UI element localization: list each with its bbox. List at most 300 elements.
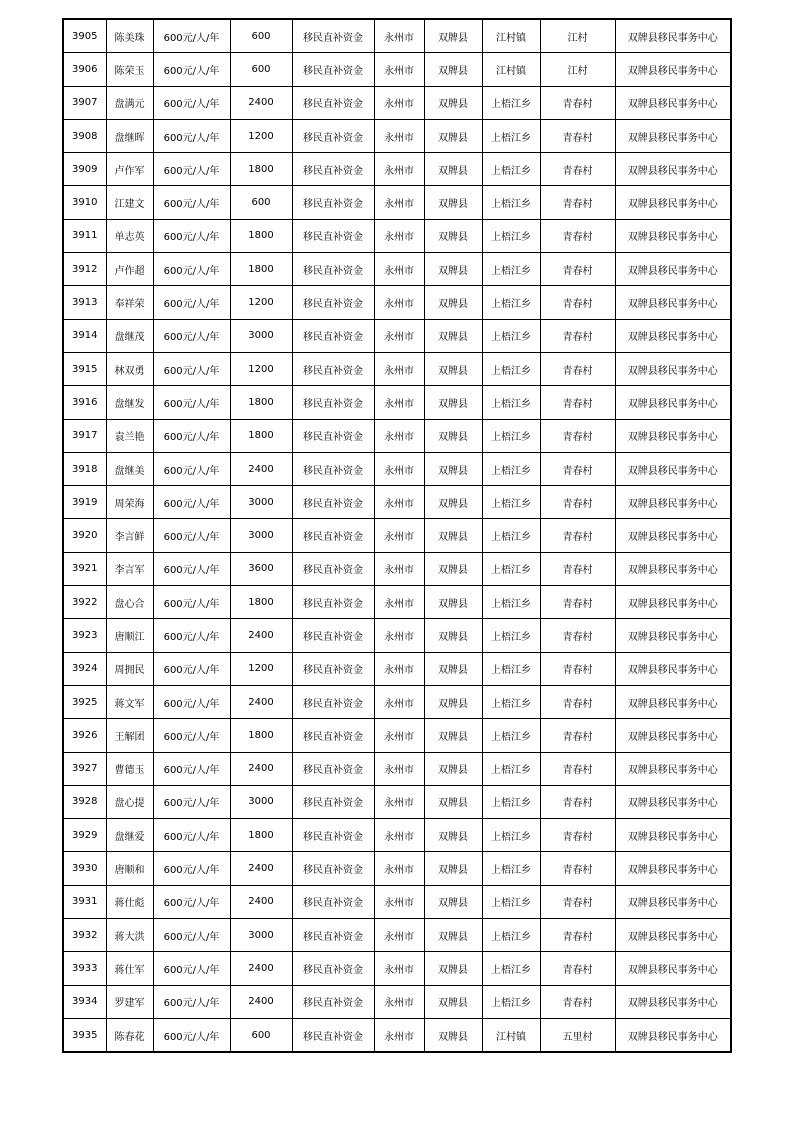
city-cell: 永州市 [374, 352, 424, 385]
county-cell: 双牌县 [424, 519, 482, 552]
city-cell: 永州市 [374, 419, 424, 452]
city-cell: 永州市 [374, 286, 424, 319]
row-id-cell: 3907 [63, 86, 106, 119]
standard-cell: 600元/人/年 [153, 352, 230, 385]
fund-type-cell: 移民直补资金 [292, 652, 374, 685]
township-cell: 上梧江乡 [482, 852, 540, 885]
table-row [63, 319, 731, 352]
name-cell: 李言军 [106, 552, 153, 585]
fund-type-cell: 移民直补资金 [292, 519, 374, 552]
county-cell: 双牌县 [424, 186, 482, 219]
fund-type-cell: 移民直补资金 [292, 119, 374, 152]
fund-type-cell: 移民直补资金 [292, 153, 374, 186]
row-id-cell: 3921 [63, 552, 106, 585]
standard-cell: 600元/人/年 [153, 119, 230, 152]
row-id-cell: 3922 [63, 586, 106, 619]
row-id-cell: 3917 [63, 419, 106, 452]
amount-cell: 3000 [230, 519, 292, 552]
township-cell: 上梧江乡 [482, 286, 540, 319]
amount-cell: 2400 [230, 86, 292, 119]
row-id-cell: 3911 [63, 219, 106, 252]
table-row [63, 552, 731, 585]
township-cell: 上梧江乡 [482, 952, 540, 985]
township-cell: 上梧江乡 [482, 352, 540, 385]
name-cell: 盘继爱 [106, 819, 153, 852]
standard-cell: 600元/人/年 [153, 619, 230, 652]
issuer-cell: 双牌县移民事务中心 [615, 652, 731, 685]
fund-type-cell: 移民直补资金 [292, 552, 374, 585]
amount-cell: 1800 [230, 419, 292, 452]
fund-type-cell: 移民直补资金 [292, 586, 374, 619]
row-id-cell: 3928 [63, 785, 106, 818]
city-cell: 永州市 [374, 985, 424, 1018]
table-row [63, 719, 731, 752]
county-cell: 双牌县 [424, 852, 482, 885]
fund-type-cell: 移民直补资金 [292, 419, 374, 452]
city-cell: 永州市 [374, 552, 424, 585]
city-cell: 永州市 [374, 386, 424, 419]
township-cell: 上梧江乡 [482, 186, 540, 219]
issuer-cell: 双牌县移民事务中心 [615, 219, 731, 252]
table-row [63, 586, 731, 619]
county-cell: 双牌县 [424, 919, 482, 952]
village-cell: 青春村 [540, 519, 615, 552]
village-cell: 青春村 [540, 386, 615, 419]
row-id-cell: 3914 [63, 319, 106, 352]
amount-cell: 2400 [230, 452, 292, 485]
issuer-cell: 双牌县移民事务中心 [615, 419, 731, 452]
standard-cell: 600元/人/年 [153, 919, 230, 952]
table-row [63, 219, 731, 252]
county-cell: 双牌县 [424, 552, 482, 585]
row-id-cell: 3913 [63, 286, 106, 319]
township-cell: 上梧江乡 [482, 719, 540, 752]
fund-type-cell: 移民直补资金 [292, 852, 374, 885]
row-id-cell: 3910 [63, 186, 106, 219]
city-cell: 永州市 [374, 253, 424, 286]
issuer-cell: 双牌县移民事务中心 [615, 552, 731, 585]
issuer-cell: 双牌县移民事务中心 [615, 885, 731, 918]
fund-type-cell: 移民直补资金 [292, 186, 374, 219]
table-row [63, 985, 731, 1018]
village-cell: 青春村 [540, 552, 615, 585]
row-id-cell: 3909 [63, 153, 106, 186]
table-row [63, 153, 731, 186]
fund-type-cell: 移民直补资金 [292, 352, 374, 385]
table-row [63, 652, 731, 685]
row-id-cell: 3924 [63, 652, 106, 685]
township-cell: 江村镇 [482, 53, 540, 86]
row-id-cell: 3908 [63, 119, 106, 152]
issuer-cell: 双牌县移民事务中心 [615, 586, 731, 619]
standard-cell: 600元/人/年 [153, 819, 230, 852]
fund-type-cell: 移民直补资金 [292, 219, 374, 252]
standard-cell: 600元/人/年 [153, 486, 230, 519]
row-id-cell: 3932 [63, 919, 106, 952]
amount-cell: 1800 [230, 719, 292, 752]
city-cell: 永州市 [374, 919, 424, 952]
issuer-cell: 双牌县移民事务中心 [615, 53, 731, 86]
county-cell: 双牌县 [424, 153, 482, 186]
table-row [63, 19, 731, 53]
name-cell: 蒋仕军 [106, 952, 153, 985]
name-cell: 周拥民 [106, 652, 153, 685]
village-cell: 青春村 [540, 752, 615, 785]
issuer-cell: 双牌县移民事务中心 [615, 852, 731, 885]
village-cell: 江村 [540, 53, 615, 86]
county-cell: 双牌县 [424, 819, 482, 852]
issuer-cell: 双牌县移民事务中心 [615, 785, 731, 818]
township-cell: 上梧江乡 [482, 452, 540, 485]
name-cell: 罗建军 [106, 985, 153, 1018]
village-cell: 青春村 [540, 319, 615, 352]
standard-cell: 600元/人/年 [153, 1018, 230, 1052]
issuer-cell: 双牌县移民事务中心 [615, 519, 731, 552]
issuer-cell: 双牌县移民事务中心 [615, 386, 731, 419]
row-id-cell: 3923 [63, 619, 106, 652]
row-id-cell: 3935 [63, 1018, 106, 1052]
county-cell: 双牌县 [424, 452, 482, 485]
village-cell: 青春村 [540, 652, 615, 685]
village-cell: 青春村 [540, 586, 615, 619]
issuer-cell: 双牌县移民事务中心 [615, 153, 731, 186]
name-cell: 江建文 [106, 186, 153, 219]
township-cell: 江村镇 [482, 19, 540, 53]
fund-type-cell: 移民直补资金 [292, 386, 374, 419]
name-cell: 盘继美 [106, 452, 153, 485]
standard-cell: 600元/人/年 [153, 952, 230, 985]
township-cell: 上梧江乡 [482, 386, 540, 419]
amount-cell: 3600 [230, 552, 292, 585]
name-cell: 盘心合 [106, 586, 153, 619]
village-cell: 青春村 [540, 985, 615, 1018]
standard-cell: 600元/人/年 [153, 552, 230, 585]
city-cell: 永州市 [374, 452, 424, 485]
standard-cell: 600元/人/年 [153, 652, 230, 685]
table-row [63, 53, 731, 86]
township-cell: 上梧江乡 [482, 652, 540, 685]
fund-type-cell: 移民直补资金 [292, 985, 374, 1018]
table-row [63, 619, 731, 652]
fund-type-cell: 移民直补资金 [292, 885, 374, 918]
amount-cell: 600 [230, 186, 292, 219]
standard-cell: 600元/人/年 [153, 752, 230, 785]
name-cell: 陈美珠 [106, 19, 153, 53]
village-cell: 青春村 [540, 119, 615, 152]
fund-type-cell: 移民直补资金 [292, 486, 374, 519]
county-cell: 双牌县 [424, 719, 482, 752]
city-cell: 永州市 [374, 586, 424, 619]
table-row [63, 1018, 731, 1052]
city-cell: 永州市 [374, 153, 424, 186]
city-cell: 永州市 [374, 519, 424, 552]
standard-cell: 600元/人/年 [153, 186, 230, 219]
township-cell: 上梧江乡 [482, 86, 540, 119]
county-cell: 双牌县 [424, 652, 482, 685]
table-row [63, 852, 731, 885]
standard-cell: 600元/人/年 [153, 286, 230, 319]
amount-cell: 1800 [230, 253, 292, 286]
issuer-cell: 双牌县移民事务中心 [615, 819, 731, 852]
fund-type-cell: 移民直补资金 [292, 286, 374, 319]
village-cell: 青春村 [540, 685, 615, 718]
county-cell: 双牌县 [424, 785, 482, 818]
standard-cell: 600元/人/年 [153, 985, 230, 1018]
issuer-cell: 双牌县移民事务中心 [615, 119, 731, 152]
city-cell: 永州市 [374, 952, 424, 985]
fund-type-cell: 移民直补资金 [292, 1018, 374, 1052]
row-id-cell: 3933 [63, 952, 106, 985]
standard-cell: 600元/人/年 [153, 19, 230, 53]
amount-cell: 2400 [230, 852, 292, 885]
county-cell: 双牌县 [424, 219, 482, 252]
table-row [63, 519, 731, 552]
county-cell: 双牌县 [424, 319, 482, 352]
row-id-cell: 3930 [63, 852, 106, 885]
table-row [63, 819, 731, 852]
issuer-cell: 双牌县移民事务中心 [615, 1018, 731, 1052]
county-cell: 双牌县 [424, 419, 482, 452]
table-row [63, 352, 731, 385]
standard-cell: 600元/人/年 [153, 153, 230, 186]
village-cell: 青春村 [540, 885, 615, 918]
table-row [63, 885, 731, 918]
table-row [63, 785, 731, 818]
issuer-cell: 双牌县移民事务中心 [615, 19, 731, 53]
row-id-cell: 3929 [63, 819, 106, 852]
table-row [63, 452, 731, 485]
township-cell: 上梧江乡 [482, 819, 540, 852]
issuer-cell: 双牌县移民事务中心 [615, 685, 731, 718]
fund-type-cell: 移民直补资金 [292, 719, 374, 752]
name-cell: 卢作超 [106, 253, 153, 286]
name-cell: 唐顺和 [106, 852, 153, 885]
village-cell: 青春村 [540, 452, 615, 485]
table-row [63, 86, 731, 119]
village-cell: 青春村 [540, 486, 615, 519]
fund-type-cell: 移民直补资金 [292, 752, 374, 785]
issuer-cell: 双牌县移民事务中心 [615, 286, 731, 319]
township-cell: 上梧江乡 [482, 752, 540, 785]
county-cell: 双牌县 [424, 286, 482, 319]
name-cell: 林双勇 [106, 352, 153, 385]
city-cell: 永州市 [374, 852, 424, 885]
county-cell: 双牌县 [424, 1018, 482, 1052]
name-cell: 王解团 [106, 719, 153, 752]
village-cell: 青春村 [540, 153, 615, 186]
amount-cell: 600 [230, 1018, 292, 1052]
amount-cell: 1800 [230, 386, 292, 419]
city-cell: 永州市 [374, 186, 424, 219]
issuer-cell: 双牌县移民事务中心 [615, 253, 731, 286]
village-cell: 青春村 [540, 186, 615, 219]
row-id-cell: 3926 [63, 719, 106, 752]
city-cell: 永州市 [374, 1018, 424, 1052]
township-cell: 上梧江乡 [482, 685, 540, 718]
row-id-cell: 3919 [63, 486, 106, 519]
county-cell: 双牌县 [424, 253, 482, 286]
city-cell: 永州市 [374, 19, 424, 53]
county-cell: 双牌县 [424, 53, 482, 86]
city-cell: 永州市 [374, 785, 424, 818]
city-cell: 永州市 [374, 652, 424, 685]
fund-type-cell: 移民直补资金 [292, 785, 374, 818]
amount-cell: 2400 [230, 685, 292, 718]
issuer-cell: 双牌县移民事务中心 [615, 486, 731, 519]
township-cell: 上梧江乡 [482, 586, 540, 619]
issuer-cell: 双牌县移民事务中心 [615, 352, 731, 385]
standard-cell: 600元/人/年 [153, 586, 230, 619]
table-row [63, 286, 731, 319]
fund-type-cell: 移民直补资金 [292, 253, 374, 286]
standard-cell: 600元/人/年 [153, 785, 230, 818]
village-cell: 青春村 [540, 719, 615, 752]
issuer-cell: 双牌县移民事务中心 [615, 752, 731, 785]
village-cell: 五里村 [540, 1018, 615, 1052]
city-cell: 永州市 [374, 119, 424, 152]
village-cell: 青春村 [540, 253, 615, 286]
county-cell: 双牌县 [424, 586, 482, 619]
row-id-cell: 3912 [63, 253, 106, 286]
amount-cell: 1200 [230, 352, 292, 385]
row-id-cell: 3905 [63, 19, 106, 53]
city-cell: 永州市 [374, 752, 424, 785]
county-cell: 双牌县 [424, 386, 482, 419]
city-cell: 永州市 [374, 719, 424, 752]
township-cell: 上梧江乡 [482, 486, 540, 519]
table-row [63, 486, 731, 519]
county-cell: 双牌县 [424, 885, 482, 918]
row-id-cell: 3934 [63, 985, 106, 1018]
table-row [63, 685, 731, 718]
village-cell: 青春村 [540, 819, 615, 852]
county-cell: 双牌县 [424, 685, 482, 718]
subsidy-table [62, 18, 732, 1053]
fund-type-cell: 移民直补资金 [292, 819, 374, 852]
city-cell: 永州市 [374, 885, 424, 918]
name-cell: 曹德玉 [106, 752, 153, 785]
fund-type-cell: 移民直补资金 [292, 53, 374, 86]
city-cell: 永州市 [374, 86, 424, 119]
name-cell: 蒋大洪 [106, 919, 153, 952]
table-row [63, 253, 731, 286]
village-cell: 青春村 [540, 219, 615, 252]
table-row [63, 952, 731, 985]
name-cell: 陈荣玉 [106, 53, 153, 86]
city-cell: 永州市 [374, 819, 424, 852]
name-cell: 陈春花 [106, 1018, 153, 1052]
village-cell: 青春村 [540, 352, 615, 385]
standard-cell: 600元/人/年 [153, 719, 230, 752]
township-cell: 上梧江乡 [482, 119, 540, 152]
standard-cell: 600元/人/年 [153, 319, 230, 352]
standard-cell: 600元/人/年 [153, 519, 230, 552]
issuer-cell: 双牌县移民事务中心 [615, 186, 731, 219]
name-cell: 奉祥荣 [106, 286, 153, 319]
township-cell: 上梧江乡 [482, 419, 540, 452]
township-cell: 上梧江乡 [482, 552, 540, 585]
fund-type-cell: 移民直补资金 [292, 19, 374, 53]
county-cell: 双牌县 [424, 752, 482, 785]
standard-cell: 600元/人/年 [153, 219, 230, 252]
amount-cell: 1200 [230, 286, 292, 319]
village-cell: 青春村 [540, 286, 615, 319]
amount-cell: 600 [230, 53, 292, 86]
amount-cell: 1800 [230, 586, 292, 619]
fund-type-cell: 移民直补资金 [292, 685, 374, 718]
village-cell: 青春村 [540, 419, 615, 452]
village-cell: 青春村 [540, 619, 615, 652]
village-cell: 青春村 [540, 86, 615, 119]
amount-cell: 3000 [230, 486, 292, 519]
fund-type-cell: 移民直补资金 [292, 319, 374, 352]
standard-cell: 600元/人/年 [153, 452, 230, 485]
name-cell: 唐顺江 [106, 619, 153, 652]
county-cell: 双牌县 [424, 952, 482, 985]
name-cell: 盘心提 [106, 785, 153, 818]
amount-cell: 1200 [230, 652, 292, 685]
row-id-cell: 3925 [63, 685, 106, 718]
issuer-cell: 双牌县移民事务中心 [615, 86, 731, 119]
amount-cell: 1800 [230, 219, 292, 252]
name-cell: 单志英 [106, 219, 153, 252]
name-cell: 李言鲜 [106, 519, 153, 552]
amount-cell: 2400 [230, 885, 292, 918]
standard-cell: 600元/人/年 [153, 53, 230, 86]
fund-type-cell: 移民直补资金 [292, 86, 374, 119]
fund-type-cell: 移民直补资金 [292, 452, 374, 485]
amount-cell: 1200 [230, 119, 292, 152]
amount-cell: 2400 [230, 952, 292, 985]
fund-type-cell: 移民直补资金 [292, 919, 374, 952]
county-cell: 双牌县 [424, 119, 482, 152]
issuer-cell: 双牌县移民事务中心 [615, 452, 731, 485]
city-cell: 永州市 [374, 53, 424, 86]
name-cell: 蒋仕彪 [106, 885, 153, 918]
name-cell: 周荣海 [106, 486, 153, 519]
amount-cell: 2400 [230, 752, 292, 785]
table-row [63, 419, 731, 452]
township-cell: 上梧江乡 [482, 319, 540, 352]
village-cell: 江村 [540, 19, 615, 53]
township-cell: 上梧江乡 [482, 619, 540, 652]
row-id-cell: 3931 [63, 885, 106, 918]
city-cell: 永州市 [374, 619, 424, 652]
township-cell: 上梧江乡 [482, 219, 540, 252]
standard-cell: 600元/人/年 [153, 885, 230, 918]
county-cell: 双牌县 [424, 985, 482, 1018]
city-cell: 永州市 [374, 685, 424, 718]
standard-cell: 600元/人/年 [153, 685, 230, 718]
standard-cell: 600元/人/年 [153, 86, 230, 119]
issuer-cell: 双牌县移民事务中心 [615, 952, 731, 985]
issuer-cell: 双牌县移民事务中心 [615, 719, 731, 752]
amount-cell: 1800 [230, 153, 292, 186]
amount-cell: 2400 [230, 619, 292, 652]
standard-cell: 600元/人/年 [153, 386, 230, 419]
name-cell: 卢作军 [106, 153, 153, 186]
village-cell: 青春村 [540, 785, 615, 818]
amount-cell: 3000 [230, 319, 292, 352]
issuer-cell: 双牌县移民事务中心 [615, 619, 731, 652]
standard-cell: 600元/人/年 [153, 852, 230, 885]
row-id-cell: 3915 [63, 352, 106, 385]
row-id-cell: 3918 [63, 452, 106, 485]
village-cell: 青春村 [540, 952, 615, 985]
township-cell: 上梧江乡 [482, 153, 540, 186]
name-cell: 袁兰艳 [106, 419, 153, 452]
name-cell: 盘继晖 [106, 119, 153, 152]
